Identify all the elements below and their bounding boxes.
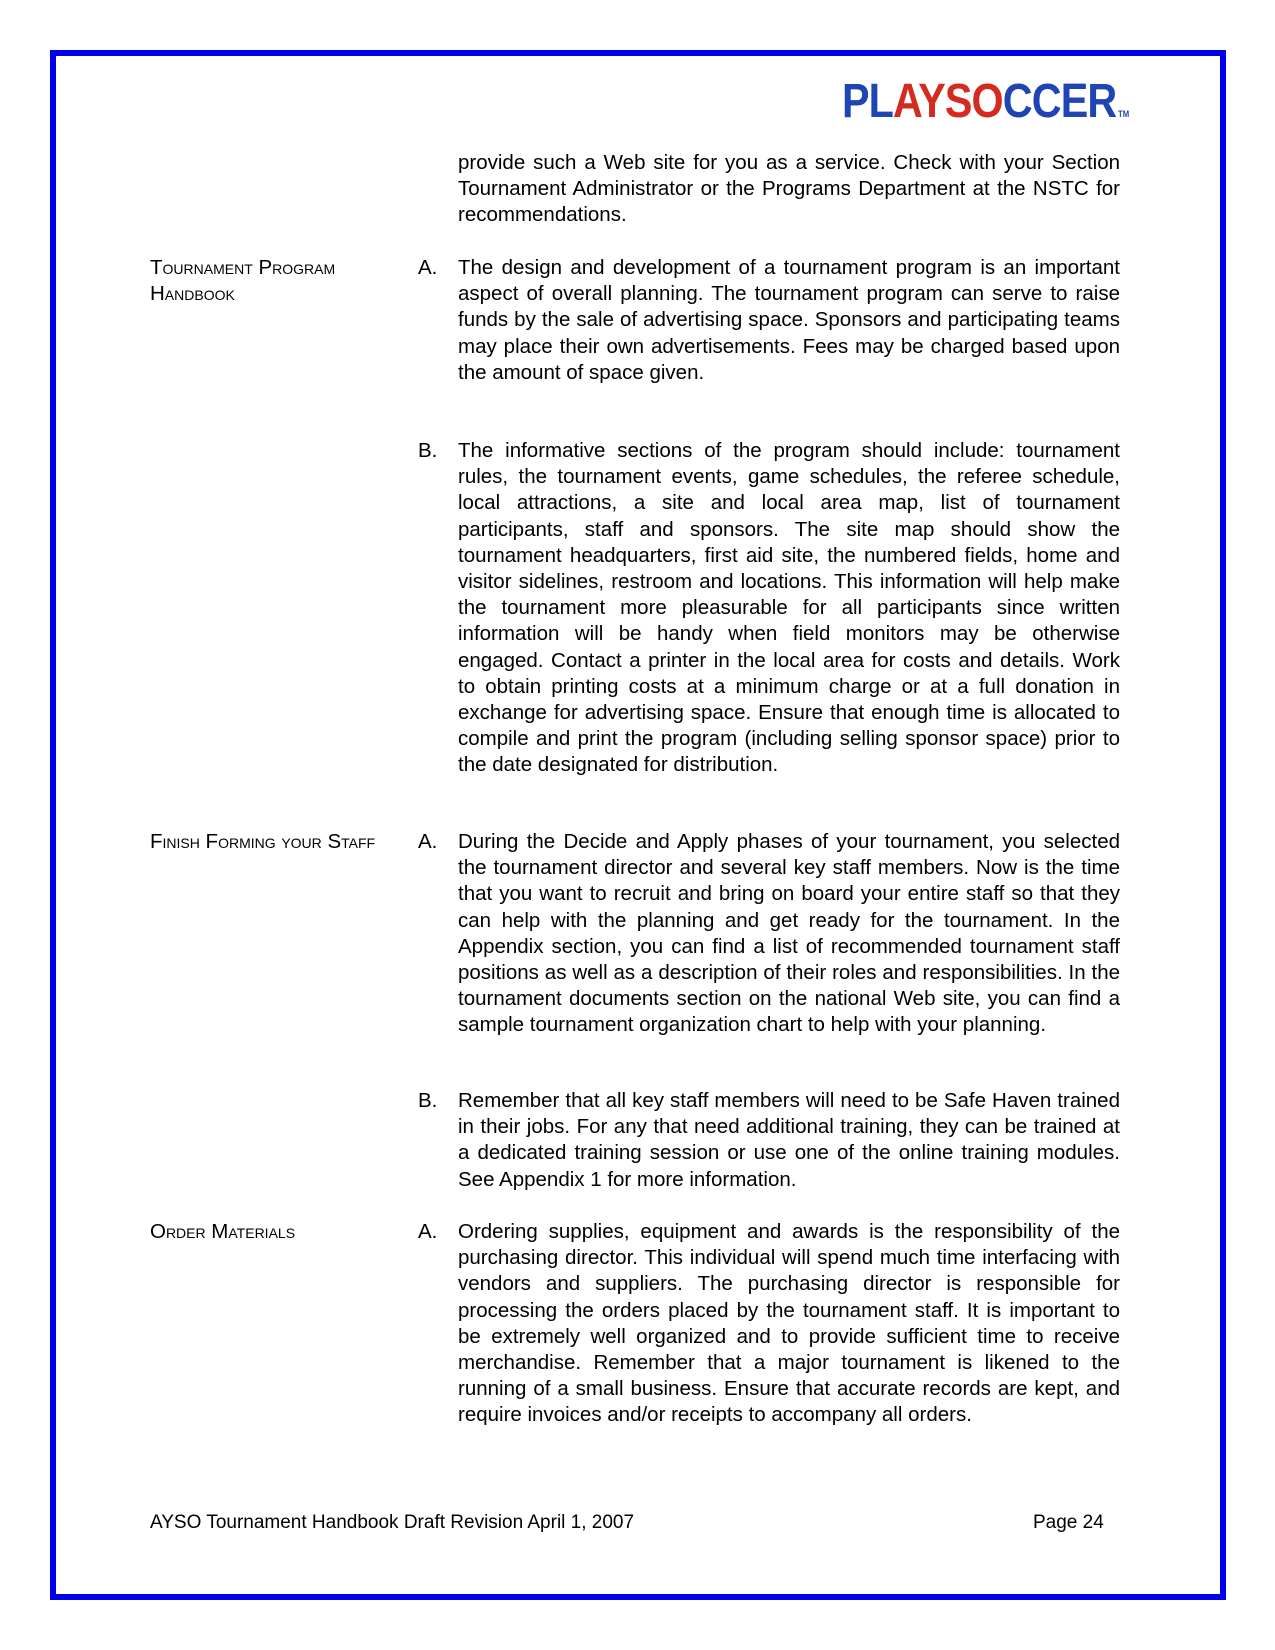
intro-continuation-paragraph: provide such a Web site for you as a service. Check with your Section Tournament Administrator or the Programs Department at the NSTC for recommendations. bbox=[458, 151, 1120, 227]
section-label-order-materials: Order Materials bbox=[150, 1220, 296, 1243]
list-marker: A. bbox=[418, 830, 438, 853]
section-label-finish-forming-staff: Finish Forming your Staff bbox=[150, 830, 376, 853]
list-marker: B. bbox=[418, 1089, 438, 1112]
list-item-text: The design and development of a tournament program is an important aspect of overall planning. The tournament program can serve to raise funds by the sale of advertising space. Sponsors and participating teams may place their own advertisements. Fees may be charged based upon the amount of space given. bbox=[458, 256, 1120, 384]
footer-page-number: Page 24 bbox=[1033, 1512, 1104, 1533]
list-item bbox=[418, 1088, 1120, 1193]
logo-part-ayso: AYSO bbox=[893, 75, 1003, 128]
footer-document-title: AYSO Tournament Handbook Draft Revision April 1, 2007 bbox=[150, 1512, 635, 1533]
trademark-mark: TM bbox=[1118, 109, 1130, 119]
logo-part-pl: PL bbox=[842, 75, 894, 128]
logo-part-ccer: CCER bbox=[1002, 75, 1117, 128]
list-marker: B. bbox=[418, 439, 438, 462]
list-item bbox=[418, 1219, 1120, 1429]
list-item-text: Ordering supplies, equipment and awards is the responsibility of the purchasing director. This individual will spend much time interfacing with vendors and suppliers. The purchasing director is responsible for processing the orders placed by the tournament staff. It is important to be extremely well organized and to provide sufficient time to receive merchandise. Remember that a major tournament is likened to the running of a small business. Ensure that accurate records are kept, and require invoices and/or receipts to accompany all orders. bbox=[458, 1220, 1120, 1427]
list-item-text: The informative sections of the program should include: tournament rules, the tournament events, game schedules, the referee schedule, local attractions, a site and local area map, list of tournament participants, staff and sponsors. The site map should show the tournament headquarters, first aid site, the numbered fields, home and visitor sidelines, restroom and locations. This information will help make the tournament more pleasurable for all participants since written information will be handy when field monitors may be otherwise engaged. Contact a printer in the local area for costs and details. Work to obtain printing costs at a minimum charge or at a full donation in exchange for advertising space. Ensure that enough time is allocated to compile and print the program (including selling sponsor space) prior to the date designated for distribution. bbox=[458, 439, 1120, 777]
list-item-text: Remember that all key staff members will need to be Safe Haven trained in their jobs. For any that need additional training, they can be trained at a dedicated training session or use one of the online training modules. See Appendix 1 for more information. bbox=[458, 1089, 1120, 1191]
playsoccer-logo bbox=[842, 75, 1130, 138]
section-label-tournament-program-handbook: Tournament Program Handbook bbox=[150, 256, 336, 305]
list-item bbox=[418, 829, 1120, 1039]
list-marker: A. bbox=[418, 1220, 438, 1243]
list-item-text: During the Decide and Apply phases of your tournament, you selected the tournament director and several key staff members. Now is the time that you want to recruit and bring on board your entire staff so that they can help with the planning and get ready for the tournament. In the Appendix section, you can find a list of recommended tournament staff positions as well as a description of their roles and responsibilities. In the tournament documents section on the national Web site, you can find a sample tournament organization chart to help with your planning. bbox=[458, 830, 1120, 1037]
list-item bbox=[418, 438, 1120, 779]
list-item bbox=[418, 255, 1120, 386]
list-marker: A. bbox=[418, 256, 438, 279]
